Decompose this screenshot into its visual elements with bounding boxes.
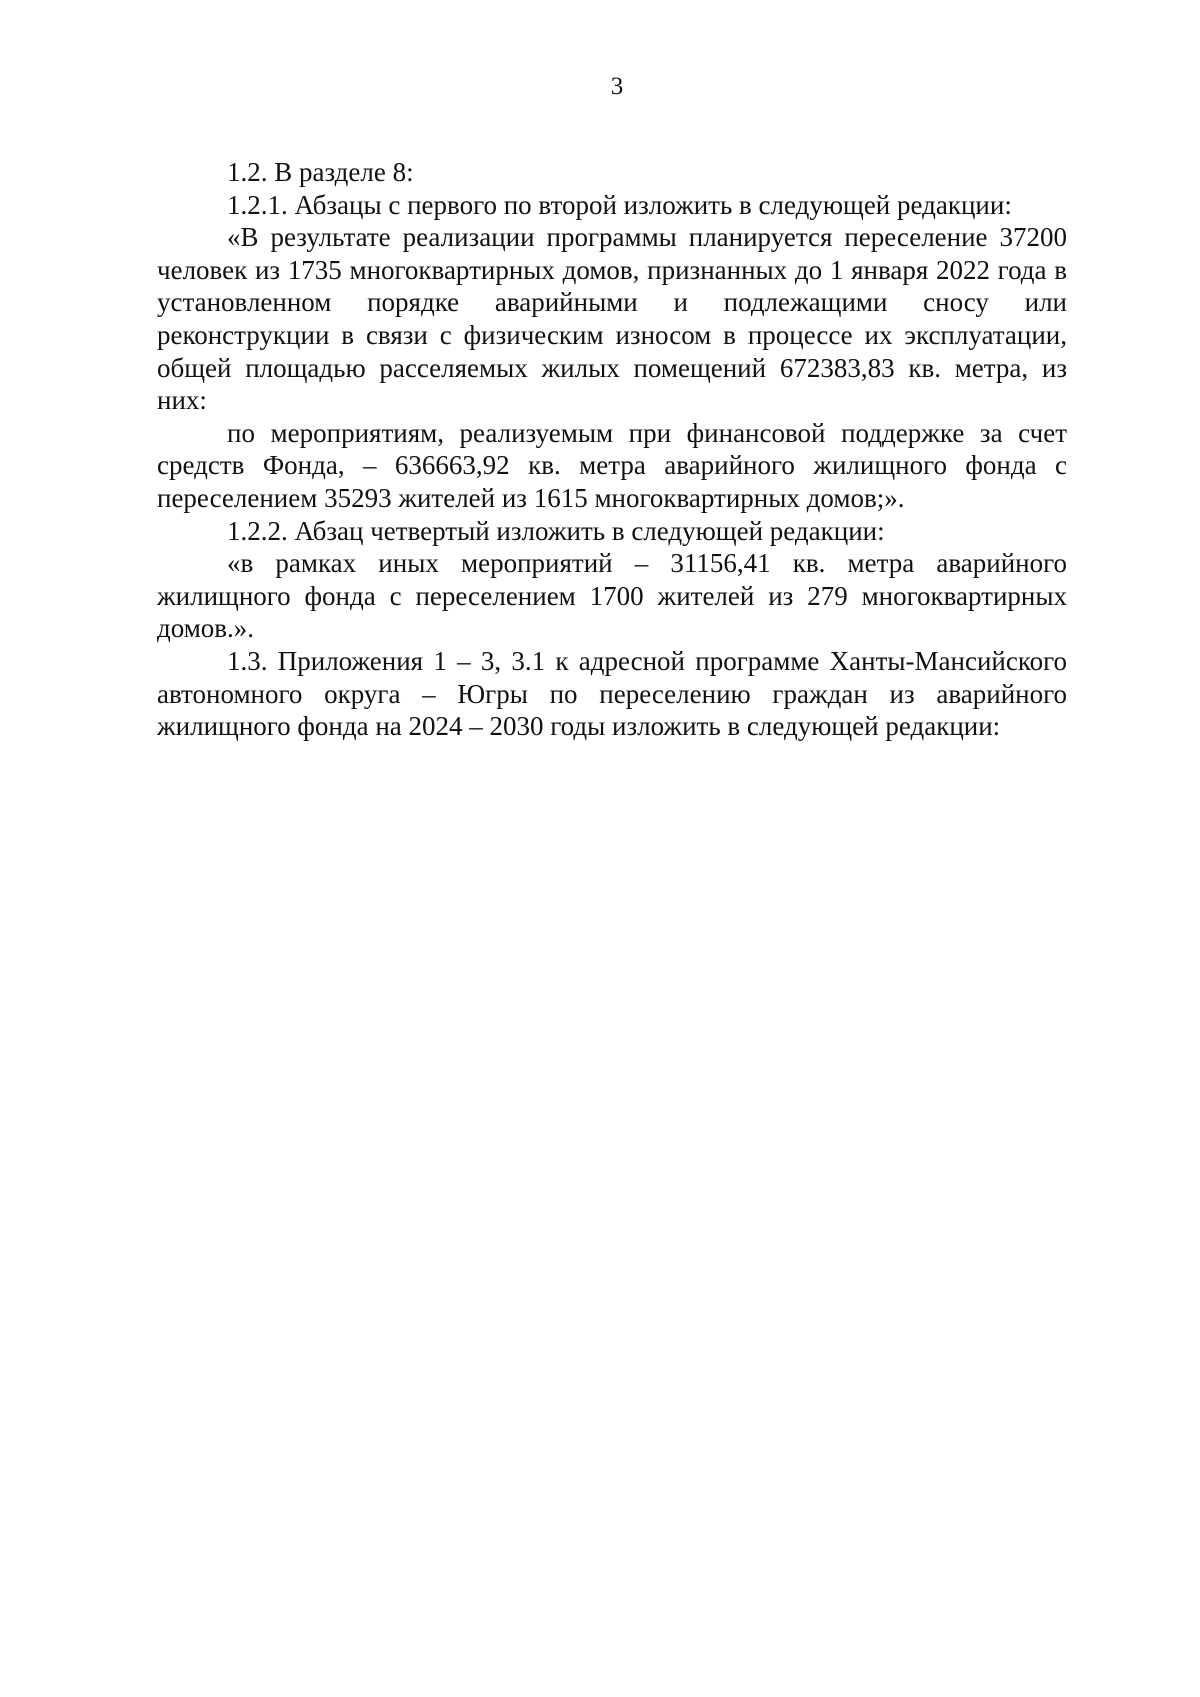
page-number: 3: [610, 73, 624, 100]
paragraph-fund-measures: по мероприятиям, реализуемым при финансовой поддержке за счет средств Фонда, – 636663,92 кв. метра аварийного жилищного фонда с переселением 35293 жителей из 1615 многоквартирных домов;».: [157, 417, 1067, 513]
paragraph-item-1-2-2: 1.2.2. Абзац четвертый изложить в следующей редакции:: [227, 515, 885, 546]
paragraph-other-measures: «в рамках иных мероприятий – 31156,41 кв. метра аварийного жилищного фонда с переселением 1700 жителей из 279 многоквартирных домов.».: [157, 548, 1067, 644]
paragraph-item-1-2-1: 1.2.1. Абзацы с первого по второй изложить в следующей редакции:: [227, 189, 1012, 220]
document-body: [157, 156, 1067, 743]
paragraph-item-1-3: 1.3. Приложения 1 – 3, 3.1 к адресной программе Ханты-Мансийского автономного округа – Югры по переселению граждан из аварийного жилищного фонда на 2024 – 2030 годы изложить в следующей редакции:: [157, 645, 1067, 742]
paragraph-section-1-2: 1.2. В разделе 8:: [227, 157, 414, 187]
paragraph-quoted-results: «В результате реализации программы планируется переселение 37200 человек из 1735 многоквартирных домов, признанных до 1 января 2022 года в установленном порядке аварийными и подлежащими сносу или реконструкции в связи с физическим износом в процессе их эксплуатации, общей площадью расселяемых жилых помещений 672383,83 кв. метра, из них:: [157, 222, 1067, 416]
